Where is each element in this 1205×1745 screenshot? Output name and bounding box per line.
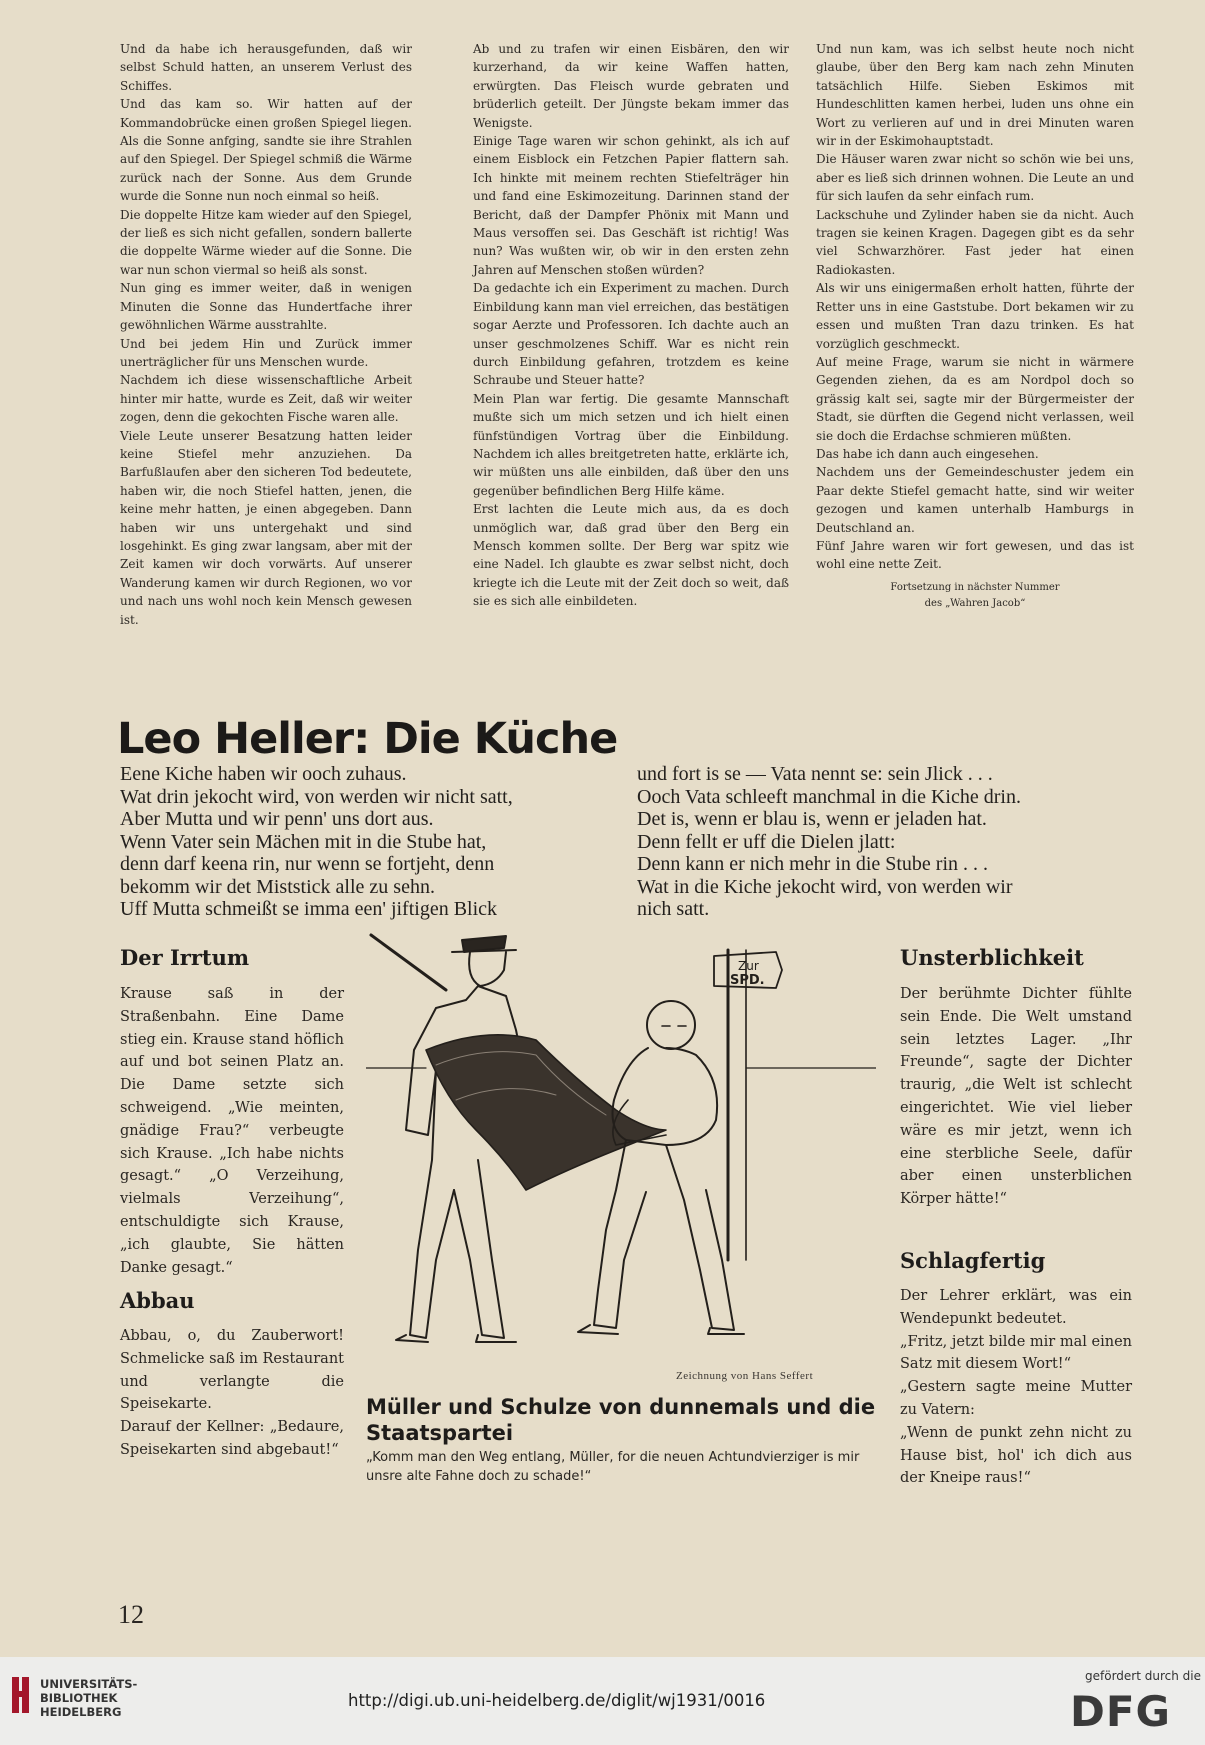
caption-title: Müller und Schulze von dunnemals und die Staatspartei (366, 1395, 876, 1445)
poem-right (637, 763, 1021, 921)
library-logo-icon (10, 1671, 32, 1719)
paragraph: Als wir uns einigermaßen erholt hatten, führte der Retter uns in eine Gaststube. Dort bekamen wir zu essen und mußten Tran dazu trinken. Es hat vorzüglich geschmeckt. (816, 281, 1134, 351)
paragraph: Auf meine Frage, warum sie nicht in wärmere Gegenden ziehen, da es am Nordpol doch so grässig kalt sei, sagte mir der Bürgermeister der Stadt, sie dürften die Gegend nicht verlassen, weil sie doch die Erdachse schmieren müßten. (816, 354, 1134, 443)
paragraph: Und da habe ich herausgefunden, daß wir selbst Schuld hatten, an unserem Verlust des Schiffes. (120, 42, 412, 93)
funded-by-label: gefördert durch die (1085, 1669, 1201, 1683)
paragraph: Und das kam so. Wir hatten auf der Kommandobrücke einen großen Spiegel liegen. Als die Sonne anfging, sandte sie ihre Strahlen auf den Spiegel. Der Spiegel schmiß die Wärme zurück nach der Sonne. Aus dem Grunde wurde die Sonne nun noch einmal so heiß. (120, 97, 412, 204)
library-name (40, 1677, 137, 1719)
library-line: BIBLIOTHEK (40, 1691, 118, 1705)
paragraph: Erst lachten die Leute mich aus, da es doch unmöglich war, daß grad über den Berg ein Mensch kommen sollte. Der Berg war spitz wie eine Nadel. Ich glaubte es zwar selbst nicht, doch kriegte ich die Leute mit der Zeit doch so weit, daß sie es sich alle einbildeten. (473, 502, 789, 609)
library-line: UNIVERSITÄTS- (40, 1677, 138, 1691)
poem-line: Denn kann er nich mehr in die Stube rin . . . (637, 853, 989, 875)
continuation-note (816, 580, 1134, 612)
unsterblichkeit-heading: Unsterblichkeit (900, 945, 1084, 970)
poem-line: denn darf keena rin, nur wenn se fortjeht, denn (120, 853, 495, 875)
paragraph: Lackschuhe und Zylinder haben sie da nicht. Auch tragen sie keinen Kragen. Dagegen gibt es da sehr viel Schwarzhörer. Fast jeder hat einen Radiokasten. (816, 207, 1134, 277)
unsterblichkeit-text (900, 983, 1132, 1211)
abbau-text (120, 1325, 344, 1462)
paragraph: Da gedachte ich ein Experiment zu machen. Durch Einbildung kann man viel erreichen, das bestätigen sogar Aerzte und Professoren. Ich dachte auch an unser geschmolzenes Schiff. War es nicht rein durch Einbildung gefahren, trotzdem es keine Schraube und Steuer hatte? (473, 281, 789, 388)
paragraph: Der berühmte Dichter fühlte sein Ende. Die Welt umstand sein letztes Lager. „Ihr Freunde“, sagte der Dichter traurig, „die Welt ist schlecht eingerichtet. Wie viel lieber wäre es mir jetzt, wenn ich eine sterbliche Seele, dafür aber einen unsterblichen Körper hätte!“ (900, 986, 1132, 1208)
abbau-heading: Abbau (120, 1288, 195, 1313)
poem-line: Aber Mutta und wir penn' uns dort aus. (120, 808, 434, 830)
paragraph: „Wenn de punkt zehn nicht zu Hause bist, hol' ich dich aus der Kneipe raus!“ (900, 1424, 1132, 1487)
poem-line: Wat drin jekocht wird, von werden wir nicht satt, (120, 785, 513, 808)
irrtum-text (120, 983, 344, 1279)
viewer-footer (0, 1657, 1205, 1745)
poem-line: Uff Mutta schmeißt se imma een' jiftigen Blick (120, 898, 498, 920)
paragraph: Mein Plan war fertig. Die gesamte Mannschaft mußte sich um mich setzen und ich hielt einen fünfstündigen Vortrag über die Einbildung. Nachdem ich alles breitgetreten hatte, erklärte ich, wir müßten uns alle einbilden, daß über den uns gegenüber befindlichen Berg Hilfe käme. (473, 391, 789, 498)
poem-line: Wenn Vater sein Mächen mit in die Stube hat, (120, 830, 487, 853)
poem-line: bekomm wir det Miststick alle zu sehn. (120, 875, 435, 898)
schlagfertig-heading: Schlagfertig (900, 1248, 1046, 1273)
paragraph: Die doppelte Hitze kam wieder auf den Spiegel, der ließ es sich nicht gefallen, sondern ballerte die doppelte Wärme wieder auf die Sonne. Die war nun schon viermal so heiß als sonst. (120, 207, 412, 277)
continuation-line: Fortsetzung in nächster Nummer (890, 581, 1060, 593)
cartoon-illustration (366, 930, 876, 1380)
irrtum-heading: Der Irrtum (120, 945, 250, 970)
poem-line: nich satt. (637, 898, 710, 920)
source-url-link[interactable]: http://digi.ub.uni-heidelberg.de/diglit/wj1931/0016 (348, 1691, 766, 1710)
poem-title: Leo Heller: Die Küche (117, 714, 618, 764)
caption-text: „Komm man den Weg entlang, Müller, for die neuen Achtundvierziger is mir unsre alte Fahne doch zu schade!“ (366, 1450, 860, 1484)
library-line: HEIDELBERG (40, 1705, 122, 1719)
poem-line: und fort is se — Vata nennt se: sein Jlick . . . (637, 763, 993, 785)
paragraph: Und bei jedem Hin und Zurück immer unerträglicher für uns Menschen wurde. (120, 336, 412, 369)
sign-text-zur: Zur (738, 959, 759, 973)
paragraph: „Gestern sagte meine Mutter zu Vatern: (900, 1379, 1132, 1418)
paragraph: Nun ging es immer weiter, daß in wenigen Minuten die Sonne das Hundertfache ihrer gewöhnlichen Wärme ausstrahlte. (120, 281, 412, 333)
paragraph: Der Lehrer erklärt, was ein Wendepunkt bedeutet. (900, 1288, 1132, 1327)
paragraph: Viele Leute unserer Besatzung hatten leider keine Stiefel mehr anzuziehen. Da Barfußlaufen aber den sicheren Tod bedeutete, haben wir, die noch Stiefel hatten, jenen, die keine mehr hatten, je einen abgegeben. Dann haben wir uns untergehakt und sind losgehinkt. Es ging zwar langsam, aber mit der Zeit kamen wir doch vorwärts. Auf unserer Wanderung kamen wir durch Regionen, wo vor und nach uns wohl noch kein Mensch gewesen ist. (120, 428, 412, 627)
column-right (816, 40, 1134, 612)
paragraph: Nachdem ich diese wissenschaftliche Arbeit hinter mir hatte, wurde es Zeit, daß wir weiter zogen, denn die gekochten Fische waren alle. (120, 373, 412, 425)
paragraph: Abbau, o, du Zauberwort! Schmelicke saß im Restaurant und verlangte die Speisekarte. (120, 1328, 344, 1413)
paragraph: Und nun kam, was ich selbst heute noch nicht glaube, über den Berg kam nach zehn Minuten tatsächlich Hilfe. Sieben Eskimos mit Hundeschlitten kamen herbei, luden uns ohne ein Wort zu verlieren auf und in drei Minuten waren wir in der Eskimohauptstadt. (816, 42, 1134, 149)
paragraph: Nachdem uns der Gemeindeschuster jedem ein Paar dekte Stiefel gemacht hatte, sind wir weiter gezogen und kamen unterhalb Hamburgs in Deutschland an. (816, 465, 1134, 535)
schlagfertig-text (900, 1285, 1132, 1490)
paragraph: Fünf Jahre waren wir fort gewesen, und das ist wohl eine nette Zeit. (816, 538, 1134, 572)
page-number: 12 (118, 1600, 144, 1629)
poem-left (120, 763, 513, 921)
paragraph: Das habe ich dann auch eingesehen. (816, 446, 1039, 461)
illustration-credit: Zeichnung von Hans Seffert (676, 1370, 814, 1382)
column-left (120, 40, 412, 629)
paragraph: Einige Tage waren wir schon gehinkt, als ich auf einem Eisblock ein Fetzchen Papier flattern sah. Ich hinkte mit meinem rechten Stiefelträger hin und fand eine Eskimozeitung. Darinnen stand der Bericht, daß der Dampfer Phönix mit Mann und Maus versoffen sei. Das Geschäft ist richtig! Was nun? Was wußten wir, ob wir in den ersten zehn Jahren auf Menschen stoßen würden? (473, 134, 789, 277)
paragraph: Krause saß in der Straßenbahn. Eine Dame stieg ein. Krause stand höflich auf und bot seinen Platz an. Die Dame setzte sich schweigend. „Wie meinten, gnädige Frau?“ verbeugte sich Krause. „Ich habe nichts gesagt.“ „O Verzeihung, vielmals Verzeihung“, entschuldigte sich Krause, „ich glaubte, Sie hätten Danke gesagt.“ (120, 986, 344, 1276)
poem-line: Det is, wenn er blau is, wenn er jeladen hat. (637, 808, 987, 830)
continuation-line: des „Wahren Jacob“ (924, 597, 1026, 609)
paragraph: „Fritz, jetzt bilde mir mal einen Satz mit diesem Wort!“ (900, 1333, 1132, 1373)
dfg-logo: DFG (1070, 1687, 1172, 1736)
sign-text-spd: SPD. (730, 973, 765, 988)
paragraph: Darauf der Kellner: „Bedaure, Speisekarten sind abgebaut!“ (120, 1419, 344, 1458)
paragraph: Die Häuser waren zwar nicht so schön wie bei uns, aber es ließ sich drinnen wohnen. Die Leute an und für sich laufen da sehr einfach rum. (816, 152, 1134, 204)
column-middle (473, 40, 789, 611)
poem-line: Wat in die Kiche jekocht wird, von werden wir (637, 875, 1013, 898)
poem-line: Denn fellt er uff die Dielen jlatt: (637, 830, 896, 853)
poem-line: Ooch Vata schleeft manchmal in die Kiche drin. (637, 785, 1021, 808)
poem-line: Eene Kiche haben wir ooch zuhaus. (120, 763, 407, 785)
paragraph: Ab und zu trafen wir einen Eisbären, den wir kurzerhand, da wir keine Waffen hatten, erwürgten. Das Fleisch wurde gebraten und brüderlich geteilt. Der Jüngste bekam immer das Wenigste. (473, 42, 789, 130)
